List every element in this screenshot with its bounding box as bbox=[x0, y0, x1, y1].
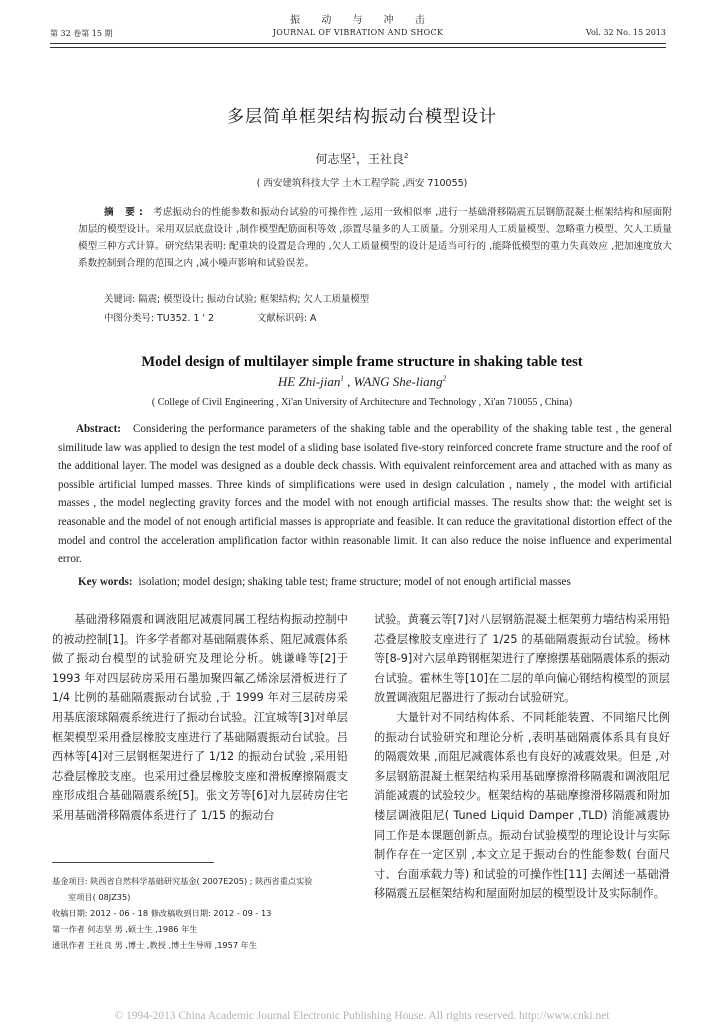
journal-name-en: JOURNAL OF VIBRATION AND SHOCK bbox=[272, 28, 444, 37]
keywords-text-en: isolation; model design; shaking table test; frame structure; model of not enough artificial masses bbox=[138, 576, 571, 588]
body-column-right bbox=[374, 610, 670, 904]
clc-label: 中图分类号: bbox=[104, 313, 155, 324]
author-1-affil-mark: 1 bbox=[351, 152, 356, 160]
footnotes bbox=[52, 873, 352, 953]
author-1-en: HE Zhi-jian bbox=[277, 374, 341, 389]
doc-code-label: 文献标识码: bbox=[256, 313, 307, 324]
abstract-text-cn: 考虑振动台的性能参数和振动台试验的可操作性 ,运用一致相似率 ,进行一基础滑移隔震五层钢筋混凝土框架结构和屋面附加层的模型设计。采用双层底盘设计 ,制作模型配筋面积等效 ,添置尽量多的人工质量。分别采用人工质量模型、忽略重力模型、欠人工质量模型三种方式计算。研究结果表明: 配重块的设置是合理的 ,欠人工质量模型的设计是适当可行的 ,能降低模型的重力失真效应 ,把加速度放大系数控制到合理的范围之内 ,减小噪声影响和试验误差。 bbox=[78, 207, 672, 269]
doc-code: A bbox=[309, 313, 317, 324]
journal-name-cn: 振 动 与 冲 击 bbox=[290, 15, 434, 26]
intro-paragraph-1-continued: 试验。黄襄云等[7]对八层钢筋混凝土框架剪力墙结构采用铅芯叠层橡胶支座进行了 1/25 的基础隔震振动台试验。杨林等[8-9]对六层单跨钢框架进行了摩擦摆基础隔震体系的振动台试验。霍林生等[10]在二层的单向偏心钢结构模型的顶层放置调液阻尼器进行了振动台试验研究。 bbox=[374, 613, 670, 705]
author-1-cn: 何志坚 bbox=[315, 152, 352, 166]
body-column-left bbox=[52, 610, 348, 826]
volume-issue-cn: 第 32 卷第 15 期 bbox=[50, 29, 113, 38]
keywords-label-cn: 关键词: bbox=[104, 294, 136, 305]
author-1-affil-mark-en: 1 bbox=[340, 374, 344, 383]
authors-cn bbox=[0, 150, 724, 167]
footnote-fund-1: 基金项目: 陕西省自然科学基础研究基金( 2007E205) ; 陕西省重点实验 bbox=[52, 876, 313, 886]
keywords-en bbox=[78, 576, 678, 588]
footnote-fund-2: 室项目( 08JZ35) bbox=[68, 892, 131, 902]
classification-line bbox=[104, 310, 664, 324]
title-en: Model design of multilayer simple frame structure in shaking table test bbox=[141, 354, 583, 370]
keywords-cn bbox=[104, 291, 664, 305]
author-2-cn: 王社良 bbox=[368, 152, 405, 166]
author-separator-cn: ， bbox=[355, 152, 368, 166]
footnote-dates: 收稿日期: 2012 - 06 - 18 修改稿收到日期: 2012 - 09 - 13 bbox=[52, 908, 272, 918]
header-rule bbox=[50, 43, 666, 48]
intro-paragraph-1: 基础滑移隔震和调液阻尼减震同属工程结构振动控制中的被动控制[1]。许多学者都对基础隔震体系、阻尼减震体系做了振动台模型的试验研究及理论分析。姚谦峰等[2]于 1993 年对四层砖房采用石墨加聚四氟乙烯涂层滑板进行了 1/4 比例的基础隔震振动台试验 ,于 1999 年对三层砖房采用基底滚球隔震系统进行了振动台试验。江宜城等[3]对单层框架模型采用叠层橡胶支座进行了基础隔震振动台试验。吕西林等[4]对三层钢框架进行了 1/12 的振动台试验 ,采用铅芯叠层橡胶支座。也采用过叠层橡胶支座和滑板摩擦隔震支座形成组合基础隔震系统[5]。张文芳等[6]对九层砖房住宅采用基础滑移隔震体系进行了 1/15 的振动台 bbox=[52, 613, 348, 822]
keywords-label-en: Key words: bbox=[78, 576, 133, 588]
intro-paragraph-2: 大量针对不同结构体系、不同耗能装置、不同缩尺比例的振动台试验研究和理论分析 ,表明基础隔震体系具有良好的隔震效果 ,而阻尼减震体系也有良好的减震效果。但是 ,对多层钢筋混凝土框架结构采用基础摩擦滑移隔震和调液阻尼消能减震的试验较少。框架结构的基础摩擦滑移隔震和附加楼层调液阻尼( Tuned Liquid Damper ,TLD) 消能减震协同工作是本课题创新点。振动台试验模型的理论设计与实际制作存在一定区别 ,本文立足于振动台的性能参数( 台面尺寸、台面承载力等) 和试验的可操作性[11] 去阐述一基础滑移隔震五层框架结构和屋面附加层的模型设计及实际制作。 bbox=[374, 710, 670, 901]
copyright-watermark: © 1994-2013 China Academic Journal Electronic Publishing House. All rights reserved. http://www.cnki.net bbox=[114, 1010, 610, 1022]
footnote-corresponding-author: 通讯作者 王社良 男 ,博士 ,教授 ,博士生导师 ,1957 年生 bbox=[52, 940, 258, 950]
author-separator-en: , bbox=[343, 374, 354, 389]
abstract-label-cn: 摘 要: bbox=[104, 207, 147, 218]
footnote-first-author: 第一作者 何志坚 男 ,硕士生 ,1986 年生 bbox=[52, 924, 198, 934]
abstract-cn bbox=[78, 204, 672, 272]
abstract-en bbox=[58, 420, 672, 569]
author-2-en: WANG She-liang bbox=[353, 374, 443, 389]
affiliation-en: ( College of Civil Engineering , Xi'an University of Architecture and Technology , Xi'an 710055 , China) bbox=[151, 397, 573, 408]
abstract-text-en: Considering the performance parameters of the shaking table and the operability of the shaking table test , the general similitude law was applied to design the test model of a sliding base isolated five-story reinforced concrete frame structure and the roof of the additional layer. The model was designed as a double deck chassis. With equivalent reinforcement area and attached with as many as possible artificial lumped masses. Three kinds of simplifications were used in design calculation , namely , the model with artificial masses , the model neglecting gravity forces and the model with not enough artificial masses. The results show that: the weight set is reasonable and the model of not enough artificial masses is appropriate and feasible. It can reduce the gravitational distortion effect of the model and control the acceleration amplification factor within reasonable limit. It can also reduce the noise influence and experimental error. bbox=[58, 423, 672, 566]
author-2-affil-mark: 2 bbox=[404, 152, 409, 160]
abstract-label-en: Abstract: bbox=[76, 423, 121, 435]
running-header bbox=[50, 28, 666, 42]
affiliation-cn: ( 西安建筑科技大学 土木工程学院 ,西安 710055) bbox=[256, 178, 468, 189]
authors-en bbox=[0, 374, 724, 390]
volume-issue-en: Vol. 32 No. 15 2013 bbox=[585, 28, 666, 37]
clc-number: TU352. 1 ' 2 bbox=[157, 313, 214, 324]
footnote-rule bbox=[52, 862, 214, 863]
keywords-text-cn: 隔震; 模型设计; 振动台试验; 框架结构; 欠人工质量模型 bbox=[138, 294, 370, 305]
author-2-affil-mark-en: 2 bbox=[442, 374, 447, 383]
title-cn: 多层简单框架结构振动台模型设计 bbox=[227, 107, 497, 127]
